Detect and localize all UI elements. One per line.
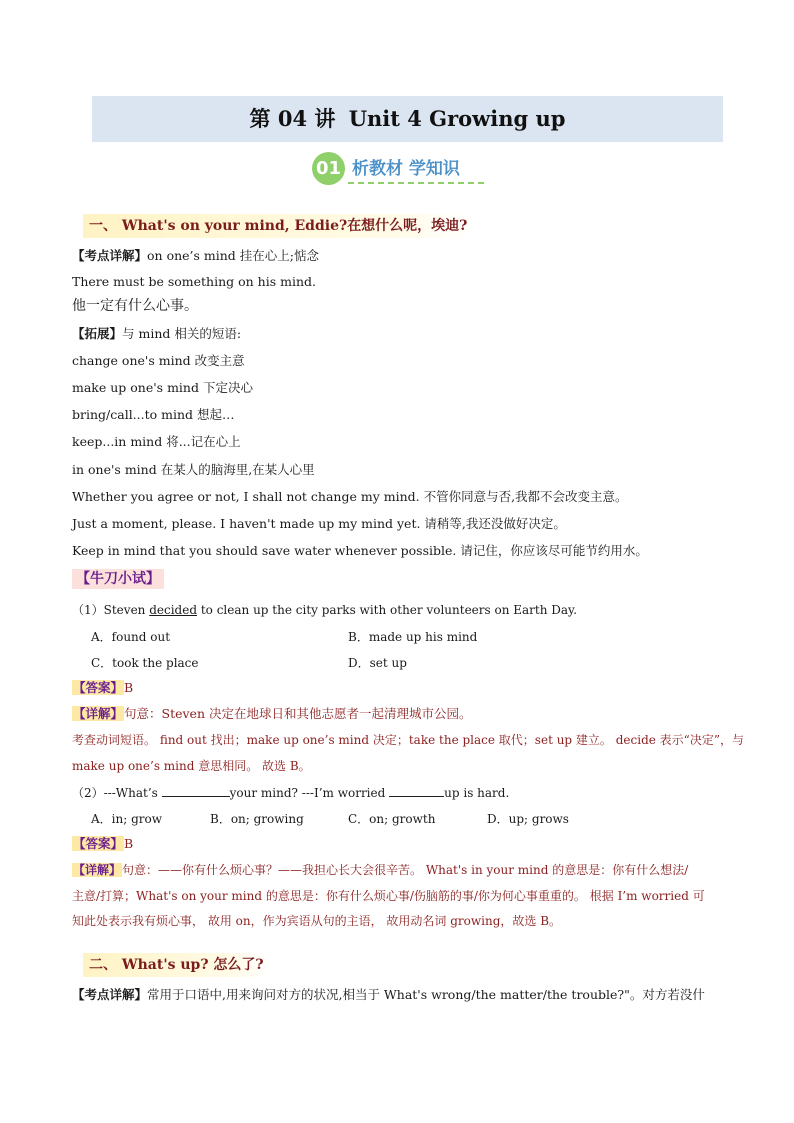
heading-one	[83, 214, 473, 238]
question-one-option-a: A．found out	[91, 630, 171, 644]
question-two-explanation	[72, 861, 688, 879]
question-one-post: to clean up the city parks with other volunteers on Earth Day.	[197, 603, 578, 617]
question-two-part3: up is hard.	[444, 786, 510, 800]
heading-one-number: 一、	[89, 218, 117, 234]
section-title: 析教材 学知识	[352, 159, 460, 179]
question-two-answer	[72, 835, 133, 853]
phrase-item: make up one's mind 下定决心	[72, 380, 253, 395]
heading-two	[83, 953, 270, 977]
question-one-option-b: B．made up his mind	[348, 630, 478, 644]
example-chinese: 他一定有什么心事。	[72, 298, 198, 314]
example-english: There must be something on his mind.	[72, 274, 316, 289]
question-two-blank-1	[162, 784, 230, 797]
extension-text: 与 mind 相关的短语:	[122, 326, 242, 341]
phrase-item: change one's mind 改变主意	[72, 353, 245, 368]
practice-label-row	[72, 569, 164, 589]
key-point-line-two	[72, 986, 705, 1004]
example-sentence: Just a moment, please. I haven't made up my mind yet. 请稍等,我还没做好决定。	[72, 516, 566, 531]
question-two-number: （2）	[72, 786, 104, 800]
section-number-badge: 01	[312, 152, 345, 185]
practice-tag: 【牛刀小试】	[72, 569, 164, 589]
key-point-text: 常用于口语中,用来询问对方的状况,相当于 What's wrong/the matter/the trouble?"。对方若没什	[147, 987, 705, 1002]
example-sentence: Keep in mind that you should save water whenever possible. 请记住，你应该尽可能节约用水。	[72, 543, 648, 558]
question-one	[72, 601, 577, 619]
question-one-underlined-word: decided	[149, 603, 198, 617]
example-sentence: Whether you agree or not, I shall not change my mind. 不管你同意与否,我都不会改变主意。	[72, 489, 628, 504]
question-two-option-b: B．on; growing	[210, 812, 304, 826]
key-point-tag: 【考点详解】	[72, 987, 148, 1002]
question-one-answer	[72, 679, 133, 697]
heading-two-number: 二、	[89, 957, 117, 973]
question-two-option-d: D．up; grows	[487, 812, 569, 826]
explanation-text: 句意：Steven 决定在地球日和其他志愿者一起清理城市公园。	[124, 706, 472, 721]
phrase-item: bring/call...to mind 想起…	[72, 407, 235, 422]
explanation-tag: 【详解】	[73, 863, 122, 877]
answer-value: B	[124, 836, 134, 851]
question-one-pre: Steven	[103, 603, 150, 617]
extension-tag: 【拓展】	[72, 326, 123, 341]
explanation-tag: 【详解】	[73, 706, 124, 721]
extension-line	[72, 325, 241, 343]
answer-tag: 【答案】	[73, 836, 124, 851]
question-two-option-a: A．in; grow	[91, 812, 163, 826]
answer-tag: 【答案】	[73, 680, 124, 695]
lesson-title-bar	[92, 96, 723, 142]
phrase-item: in one's mind 在某人的脑海里,在某人心里	[72, 462, 315, 477]
explanation-text: 主意/打算；What's on your mind 的意思是：你有什么烦心事/伤脑筋的事/你为何心事重重的。 根据 I’m worried 可	[72, 889, 705, 903]
question-one-explanation	[72, 705, 471, 723]
phrase-item: keep...in mind 将...记在心上	[72, 434, 241, 449]
heading-two-chinese: 怎么了?	[213, 957, 264, 973]
heading-two-english: What's up?	[121, 957, 209, 973]
lesson-title: Unit 4 Growing up	[348, 106, 566, 131]
heading-one-english: What's on your mind, Eddie?	[121, 218, 348, 234]
explanation-text: make up one’s mind 意思相同。 故选 B。	[72, 759, 311, 773]
lesson-number: 第 04 讲	[249, 106, 336, 131]
question-two-part2: your mind? ---I’m worried	[229, 786, 390, 800]
section-divider	[348, 182, 484, 184]
question-one-option-d: D．set up	[348, 656, 407, 670]
question-two-part1: ---What’s	[103, 786, 162, 800]
answer-value: B	[124, 680, 134, 695]
key-point-tag: 【考点详解】	[72, 248, 148, 263]
question-two	[72, 784, 509, 802]
key-point-line	[72, 247, 319, 265]
question-one-option-c: C．took the place	[91, 656, 199, 670]
question-two-option-c: C．on; growth	[348, 812, 436, 826]
key-point-phrase: on one’s mind 挂在心上;惦念	[147, 248, 319, 263]
question-one-number: （1）	[72, 603, 104, 617]
explanation-text: 句意：——你有什么烦心事？——我担心长大会很辛苦。 What's in your mind 的意思是：你有什么想法/	[122, 863, 689, 877]
question-two-blank-2	[389, 784, 444, 797]
heading-one-chinese: 在想什么呢，埃迪?	[347, 218, 468, 234]
explanation-text: 知此处表示我有烦心事， 故用 on，作为宾语从句的主语， 故用动名词 growing，故选 B。	[72, 914, 562, 928]
explanation-text: 考查动词短语。 find out 找出；make up one’s mind 决定；take the place 取代；set up 建立。 decide 表示“决定”，与	[72, 733, 744, 747]
